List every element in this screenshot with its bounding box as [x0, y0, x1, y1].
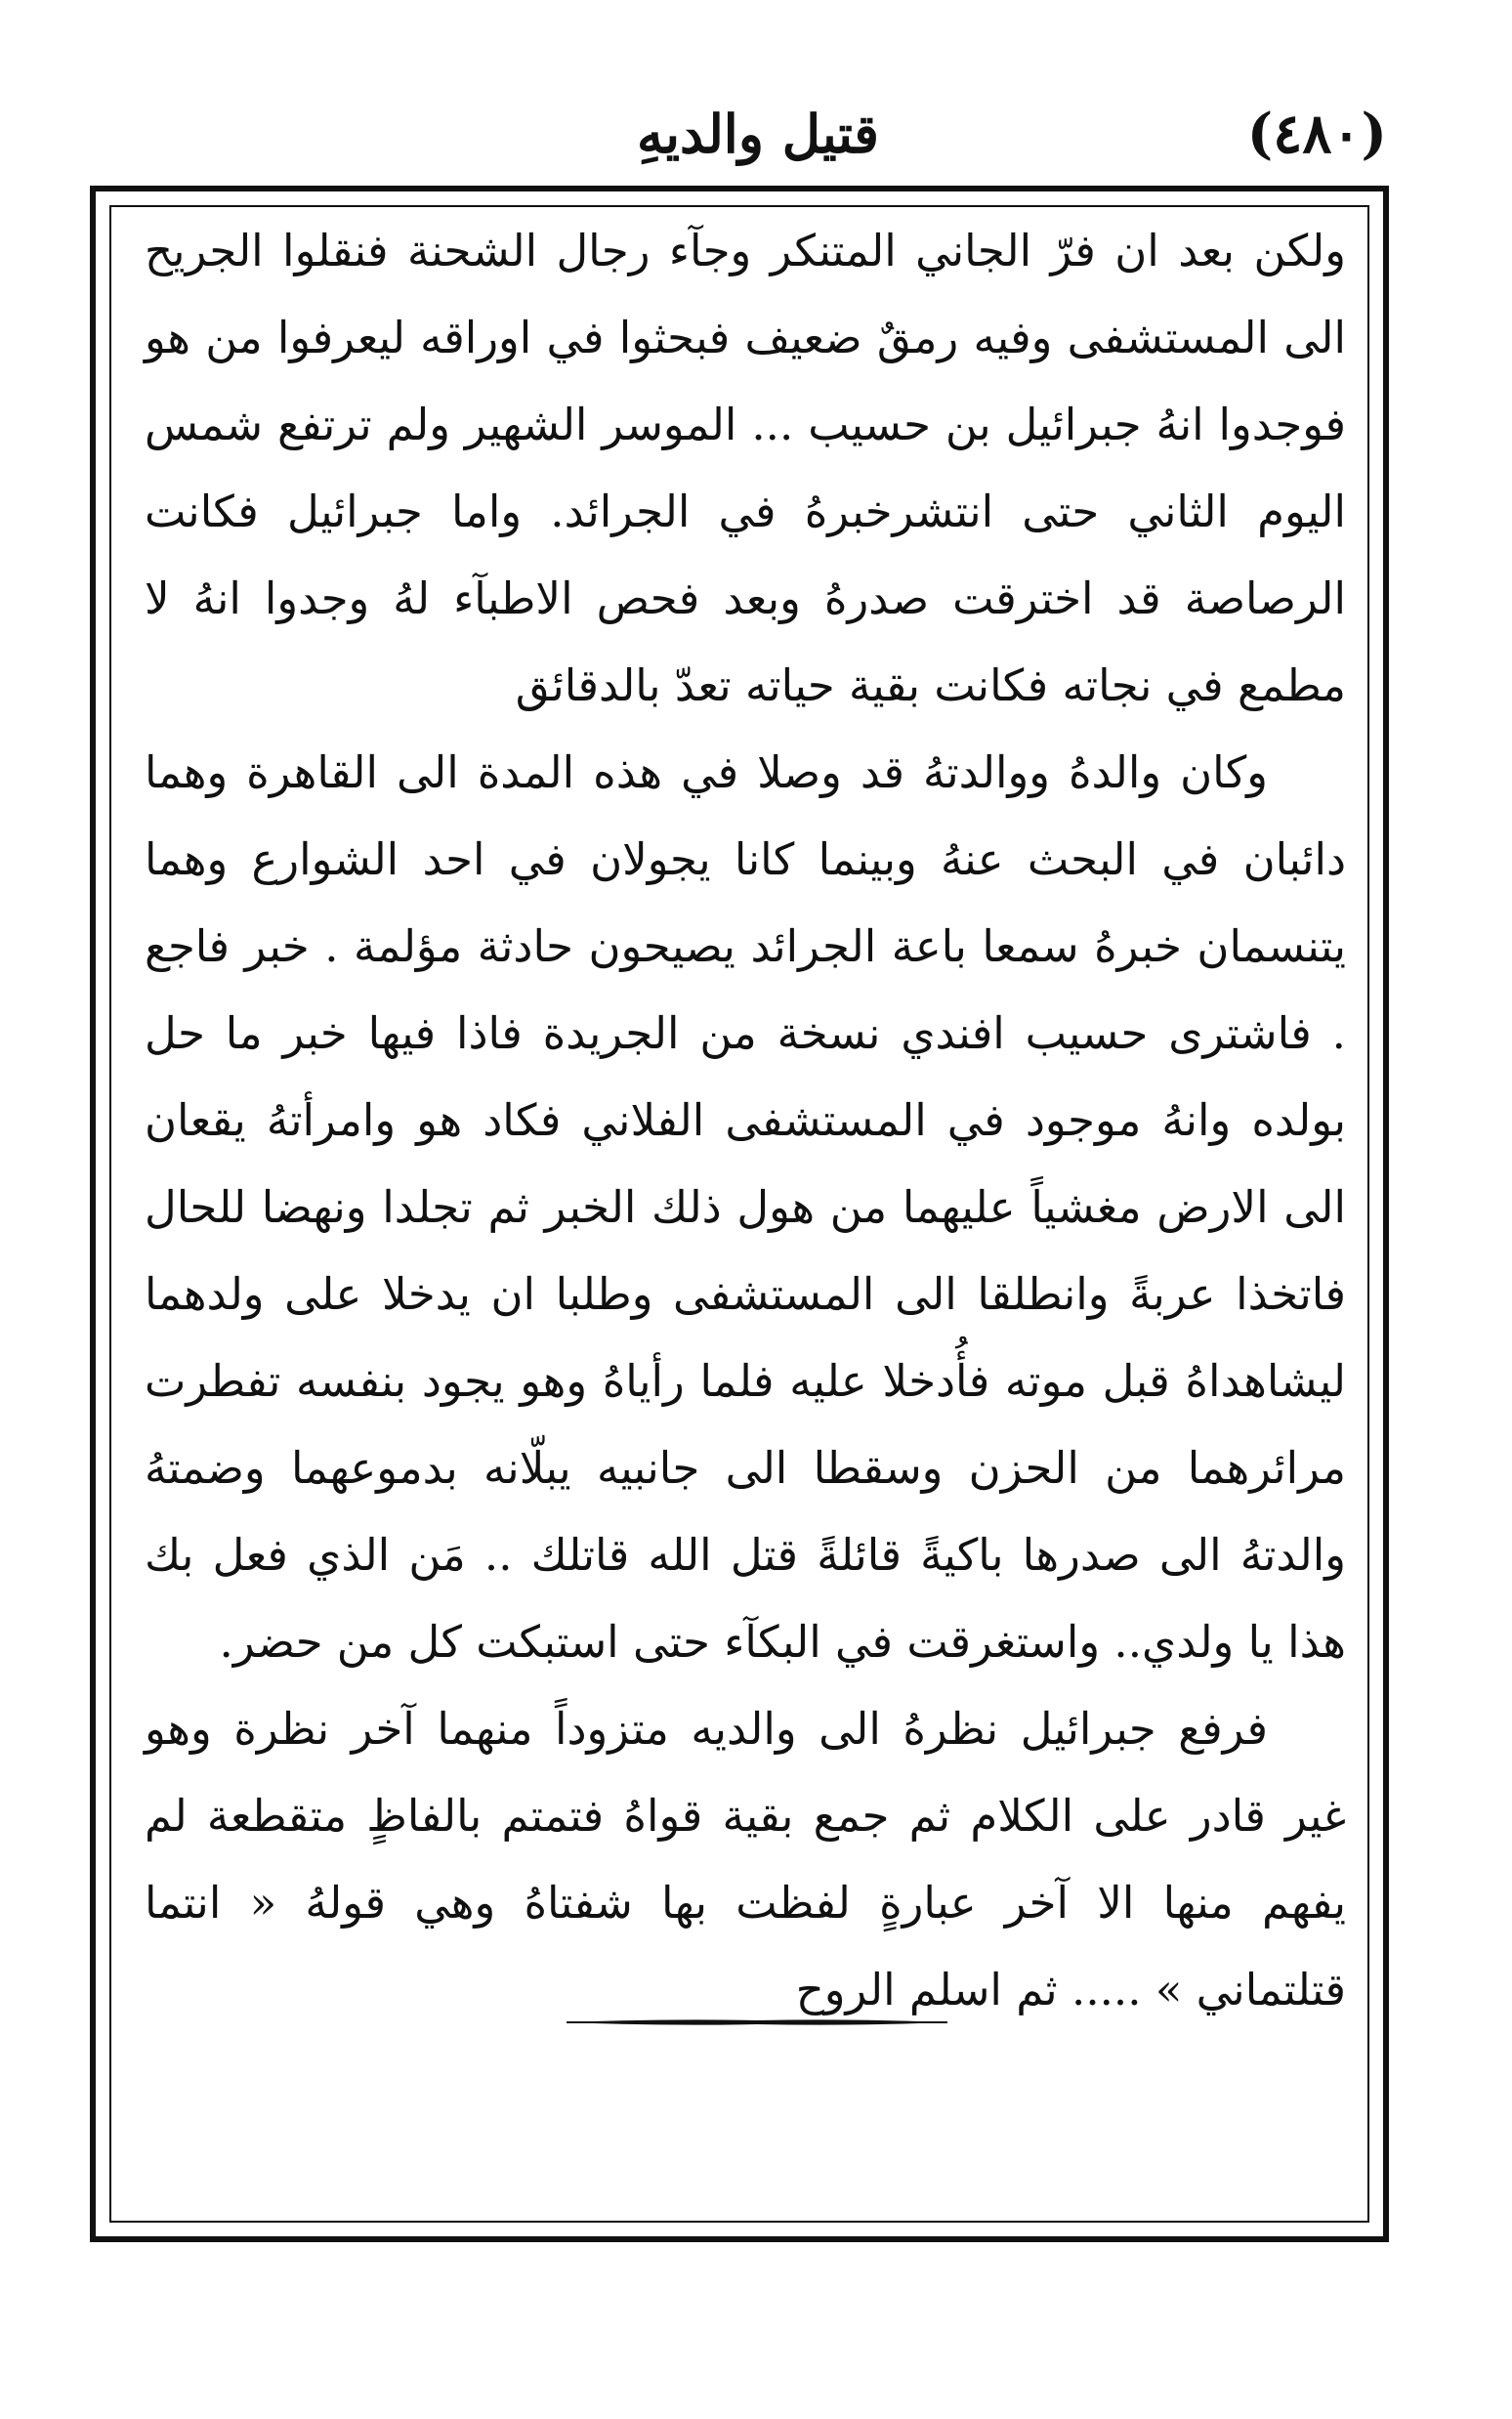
paragraph-1: ولكن بعد ان فرّ الجاني المتنكر وجآء رجال الشحنة فنقلوا الجريح الى المستشفى وفيه رمقٌ ضعيف فبحثوا في اوراقه ليعرفوا من هو فوجدوا انهُ جبرائيل بن حسيب ... الموسر الشهير ولم ترتفع شمس اليوم الثاني حتى انتشرخبرهُ في الجرائد. واما جبرائيل فكانت الرصاصة قد اخترقت صدرهُ وبعد فحص الاطبآء لهُ وجدوا انهُ لا مطمع في نجاته فكانت بقية حياته تعدّ بالدقائق: [145, 225, 1346, 711]
running-title: قتيل والديهِ: [637, 103, 879, 165]
paragraph-2: وكان والدهُ ووالدتهُ قد وصلا في هذه المدة الى القاهرة وهما دائبان في البحث عنهُ وبينما كانا يجولان في احد الشوارع وهما يتنسمان خبرهُ سمعا باعة الجرائد يصيحون حادثة مؤلمة . خبر فاجع . فاشترى حسيب افندي نسخة من الجريدة فاذا فيها خبر ما حل بولده وانهُ موجود في المستشفى الفلاني فكاد هو وامرأتهُ يقعان الى الارض مغشياً عليهما من هول ذلك الخبر ثم تجلدا ونهضا للحال فاتخذا عربةً وانطلقا الى المستشفى وطلبا ان يدخلا على ولدهما ليشاهداهُ قبل موته فأُدخلا عليه فلما رأياهُ وهو يجود بنفسه تفطرت مرائرهما من الحزن وسقطا الى جانبيه يبلّانه بدموعهما وضمتهُ والدتهُ الى صدرها باكيةً قائلةً قتل الله قاتلك .. مَن الذي فعل بك هذا يا ولدي.. واستغرقت في البكآء حتى استبكت كل من حضر.: [145, 746, 1346, 1668]
paragraph-3: فرفع جبرائيل نظرهُ الى والديه متزوداً منهما آخر نظرة وهو غير قادر على الكلام ثم جمع بقية قواهُ فتمتم بالفاظٍ متقطعة لم يفهم منها الا آخر عبارةٍ لفظت بها شفتاهُ وهي قولهُ « انتما قتلتماني » ..... ثم اسلم الروح: [145, 1703, 1346, 2016]
end-ornament-rule: [567, 2013, 947, 2032]
text-body: [145, 207, 1346, 2033]
page-header: [98, 90, 1387, 178]
page-number: (٤٨٠): [1246, 102, 1387, 166]
